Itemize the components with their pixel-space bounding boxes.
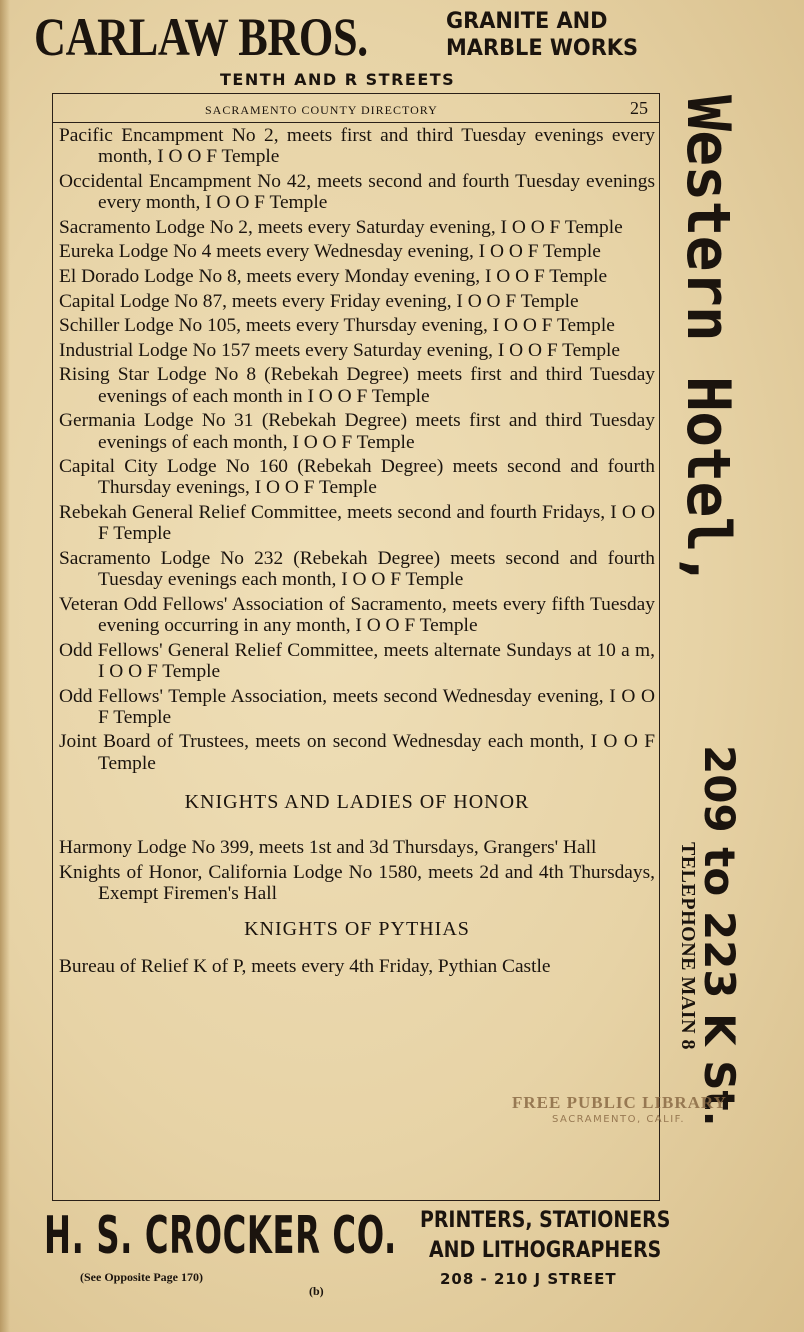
list-item: Industrial Lodge No 157 meets every Saturday evening, I O O F Temple (59, 339, 621, 361)
header-rule (52, 122, 660, 123)
top-ad-tagline (446, 8, 638, 62)
bottom-ad-company-name: H. S. CROCKER CO. (44, 1206, 397, 1266)
list-item: Odd Fellows' General Relief Committee, meets alternate Sundays at 10 a m, I O O F Temple (59, 639, 655, 682)
side-ad-telephone: TELEPHONE MAIN 8 (677, 842, 699, 1051)
top-ad-tagline-line-2: MARBLE WORKS (446, 36, 639, 61)
list-item: Harmony Lodge No 399, meets 1st and 3d Thursdays, Grangers' Hall (59, 837, 597, 859)
list-item: Schiller Lodge No 105, meets every Thursday evening, I O O F Temple (59, 315, 615, 337)
list-item: Joint Board of Trustees, meets on second Wednesday each month, I O O F Temple (59, 731, 655, 774)
page-number: 25 (630, 98, 648, 118)
signature-mark: (b) (309, 1284, 324, 1298)
library-stamp (512, 1092, 727, 1126)
list-item: Sacramento Lodge No 2, meets every Saturday evening, I O O F Temple (59, 216, 623, 238)
side-ad-address: 209 to 223 K St. (695, 745, 744, 1127)
list-item: El Dorado Lodge No 8, meets every Monday evening, I O O F Temple (59, 265, 608, 287)
library-stamp-name: FREE PUBLIC LIBRARY (512, 1093, 727, 1112)
directory-content (59, 125, 655, 980)
running-head: SACRAMENTO COUNTY DIRECTORY (205, 103, 438, 117)
bottom-ad-address: 208 - 210 J STREET (440, 1270, 617, 1288)
list-item: Capital Lodge No 87, meets every Friday evening, I O O F Temple (59, 290, 579, 312)
top-ad-tagline-line-1: GRANITE AND (446, 9, 608, 34)
list-item: Odd Fellows' Temple Association, meets second Wednesday evening, I O O F Temple (59, 685, 655, 728)
section-heading-knights-ladies-honor: KNIGHTS AND LADIES OF HONOR (184, 791, 530, 814)
list-item: Knights of Honor, California Lodge No 1580, meets 2d and 4th Thursdays, Exempt Firemen's Hall (59, 861, 655, 905)
list-item: Rising Star Lodge No 8 (Rebekah Degree) meets first and third Tuesday evenings of each month in I O O F Temple (59, 364, 655, 407)
list-item: Capital City Lodge No 160 (Rebekah Degree) meets second and fourth Thursday evenings, I O O F Temple (59, 456, 655, 499)
bottom-ad-tagline-line-1: PRINTERS, STATIONERS (420, 1208, 671, 1233)
list-item: Pacific Encampment No 2, meets first and third Tuesday evenings every month, I O O F Temple (59, 125, 655, 168)
bottom-ad-tagline-line-2: AND LITHOGRAPHERS (429, 1238, 662, 1263)
bottom-ad-page-reference: (See Opposite Page 170) (80, 1270, 203, 1284)
list-item: Rebekah General Relief Committee, meets second and fourth Fridays, I O O F Temple (59, 502, 655, 545)
section-heading-knights-pythias: KNIGHTS OF PYTHIAS (244, 917, 470, 940)
list-item: Eureka Lodge No 4 meets every Wednesday evening, I O O F Temple (59, 241, 601, 263)
list-item: Sacramento Lodge No 232 (Rebekah Degree) meets second and fourth Tuesday evenings each month, I O O F Temple (59, 547, 655, 591)
page-edge-shadow (0, 0, 10, 1332)
top-ad-company-name: CARLAW BROS. (34, 7, 368, 67)
list-item: Bureau of Relief K of P, meets every 4th Friday, Pythian Castle (59, 955, 551, 977)
list-item: Germania Lodge No 31 (Rebekah Degree) meets first and third Tuesday evenings of each month, I O O F Temple (59, 410, 655, 453)
library-stamp-city: SACRAMENTO, CALIF. (552, 1114, 685, 1125)
list-item: Occidental Encampment No 42, meets second and fourth Tuesday evenings every month, I O O F Temple (59, 170, 655, 214)
side-ad-hotel-name: Western Hotel, (673, 95, 743, 587)
list-item: Veteran Odd Fellows' Association of Sacramento, meets every fifth Tuesday evening occurring in any month, I O O F Temple (59, 593, 655, 637)
top-ad-address: TENTH AND R STREETS (220, 70, 456, 89)
bottom-ad-tagline (420, 1206, 670, 1266)
